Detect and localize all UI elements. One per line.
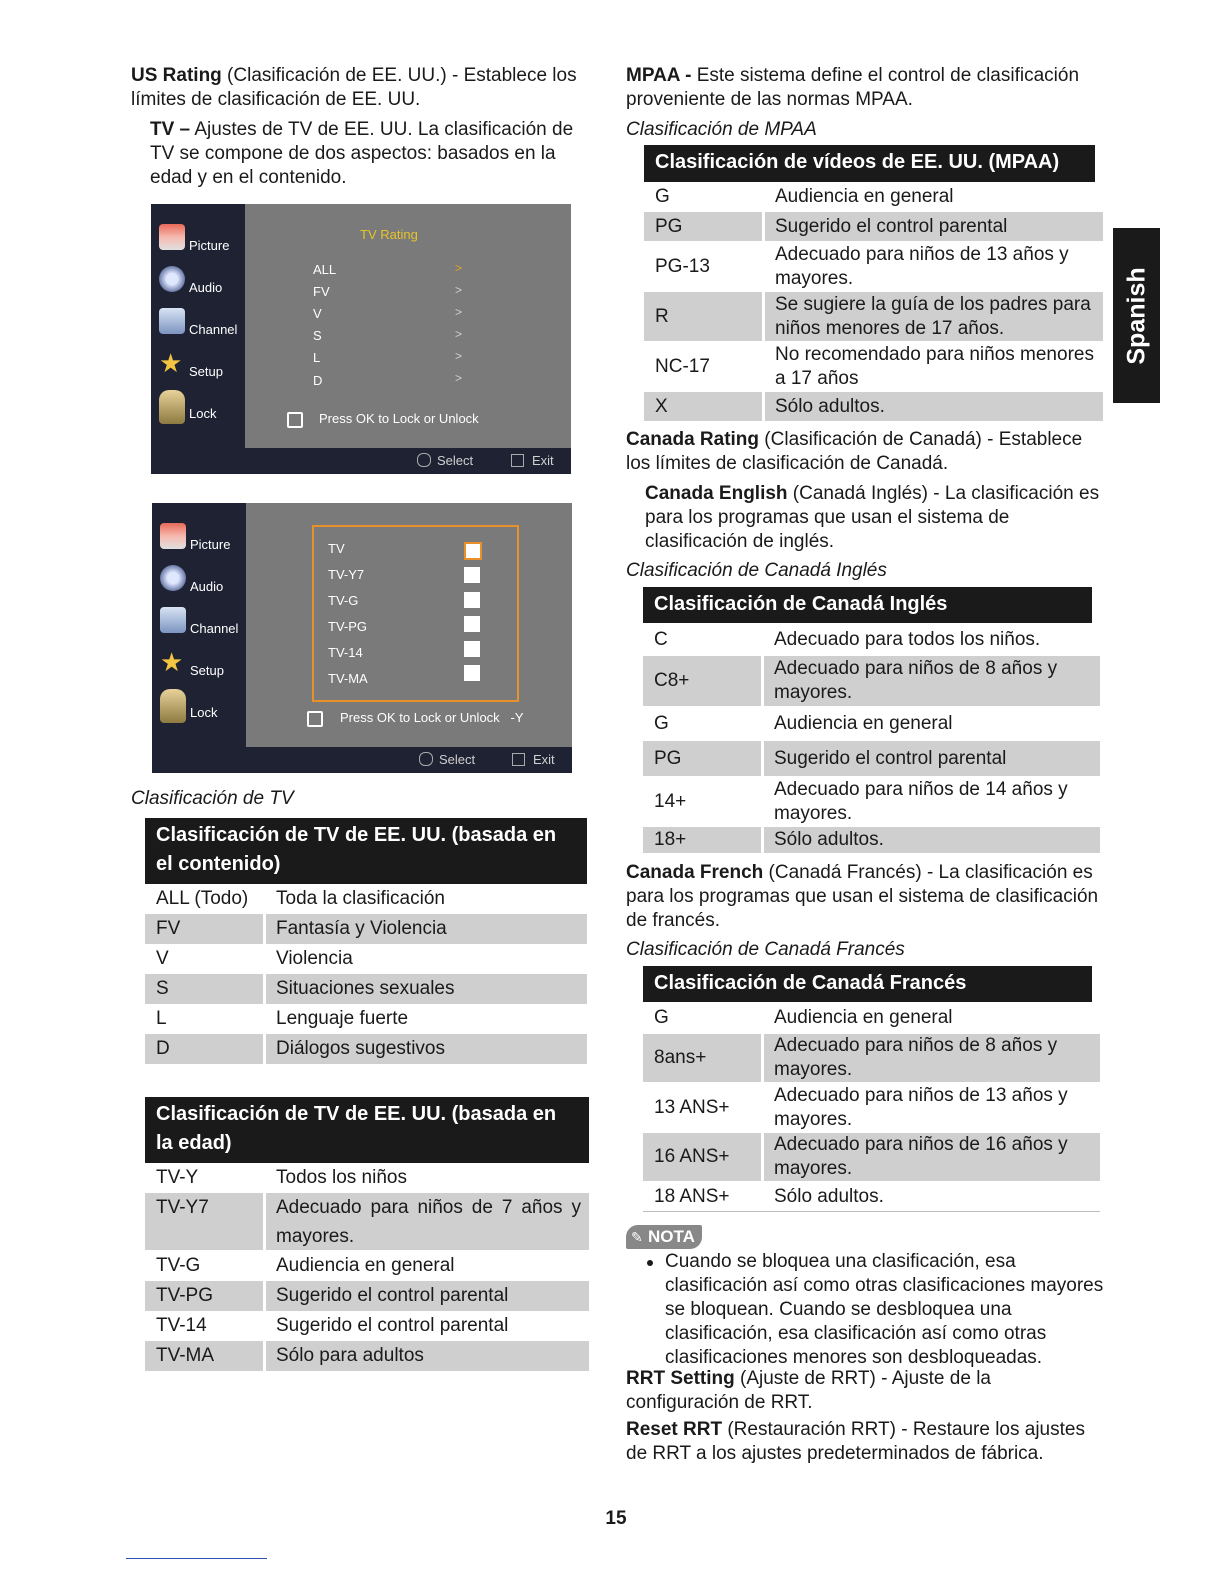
select-hint: Select [417, 453, 473, 468]
table-row: TV-MA Sólo para adultos [145, 1341, 589, 1371]
table-row: D Diálogos sugestivos [145, 1034, 587, 1064]
mpaa-caption: Clasificación de MPAA [626, 119, 817, 140]
sidebar-label: Channel [189, 322, 238, 337]
star-icon: ★ [159, 348, 183, 378]
table-row: PG Sugerido el control parental [643, 741, 1100, 776]
speaker-icon [159, 266, 185, 292]
checkbox [464, 567, 480, 583]
canada-english-paragraph: Canada English (Canadá Inglés) - La clasificación es para los programas que usan el sistema de clasificación de inglés. [645, 483, 1100, 552]
arrow-right-icon: > [455, 349, 463, 363]
tv-paragraph: TV – Ajustes de TV de EE. UU. La clasificación de TV se compone de dos aspectos: basados en la edad y en el contenido. [150, 119, 574, 188]
sidebar-label: Lock [190, 705, 218, 720]
arrow-right-icon: > [455, 327, 463, 341]
table-row: G Audiencia en general [654, 1007, 953, 1028]
sidebar-item-picture [159, 224, 249, 264]
table-row: C8+ Adecuado para niños de 8 años y mayores. [643, 656, 1100, 706]
menu-item: TV-MA [328, 671, 368, 686]
tv-rating-caption: Clasificación de TV [131, 788, 294, 809]
sidebar-item-channel [159, 308, 249, 348]
lock-message: Press OK to Lock or Unlock [319, 411, 479, 426]
menu-item: TV-Y7 [328, 567, 365, 582]
sidebar-item-audio [160, 565, 250, 605]
table-row: NC-17 No recomendado para niños menores a 17 años [655, 343, 1094, 389]
exit-icon [512, 753, 525, 766]
language-side-tab: Spanish [1113, 228, 1160, 403]
arrow-right-icon: > [455, 283, 463, 297]
sidebar-item-audio [159, 266, 249, 306]
checkbox [464, 641, 480, 657]
arrow-right-icon: > [455, 305, 463, 319]
sidebar-label: Lock [189, 406, 217, 421]
canada-french-paragraph: Canada French (Canadá Francés) - La clasificación es para los programas que usan el sistema de clasificación de francés. [626, 862, 1099, 931]
star-icon: ★ [160, 647, 184, 677]
mpaa-paragraph: MPAA - Este sistema define el control de clasificación proveniente de las normas MPAA. [626, 65, 1080, 110]
sidebar-item-lock [160, 691, 250, 731]
sidebar-label: Picture [189, 238, 230, 253]
us-rating-paragraph: US Rating (Clasificación de EE. UU.) - Establece los límites de clasificación de EE. UU. [131, 65, 577, 110]
checkbox [464, 592, 480, 608]
lock-icon [307, 711, 323, 727]
table-row: TV-Y7 Adecuado para niños de 7 años y mayores. [145, 1193, 589, 1250]
sidebar-item-lock [159, 392, 249, 432]
table-row: G Audiencia en general [654, 712, 953, 734]
picture-icon [160, 523, 186, 549]
table-row: FV Fantasía y Violencia [145, 914, 587, 944]
sidebar-item-channel [160, 607, 250, 647]
dpad-icon [419, 752, 433, 766]
canada-english-caption: Clasificación de Canadá Inglés [626, 560, 887, 581]
table-row: 18+ Sólo adultos. [643, 827, 1100, 853]
menu-bottom-bar [152, 747, 572, 773]
table-english-header: Clasificación de Canadá Inglés [643, 587, 1100, 623]
table-row: 18 ANS+ Sólo adultos. [643, 1182, 1100, 1212]
reset-rrt-paragraph: Reset RRT (Restauración RRT) - Restaure los ajustes de RRT a los ajustes predeterminados de fábrica. [626, 1419, 1085, 1464]
table-row: PG Sugerido el control parental [644, 212, 1103, 241]
table-row: ALL (Todo) Toda la clasificación [156, 888, 445, 909]
menu-item: D [313, 373, 323, 388]
table-row: 13 ANS+ Adecuado para niños de 13 años y mayores. [654, 1084, 1068, 1130]
picture-icon [159, 224, 185, 250]
menu-item: V [313, 306, 322, 321]
table-mpaa-header: Clasificación de vídeos de EE. UU. (MPAA) [644, 145, 1103, 182]
table-row: TV-14 Sugerido el control parental [156, 1315, 509, 1336]
table-row: S Situaciones sexuales [145, 974, 587, 1004]
lock-icon [287, 412, 303, 428]
menu-item: S [313, 328, 322, 343]
lock-message: Press OK to Lock or Unlock -Y [340, 710, 524, 725]
menu-item: TV-G [328, 593, 359, 608]
checkbox [464, 616, 480, 632]
sidebar-label: Picture [190, 537, 231, 552]
select-hint: Select [419, 752, 475, 767]
exit-hint: Exit [512, 752, 555, 767]
sidebar-label: Audio [189, 280, 223, 295]
table-french-header: Clasificación de Canadá Francés [643, 966, 1100, 1002]
sidebar-label: Channel [190, 621, 239, 636]
table-row: 16 ANS+ Adecuado para niños de 16 años y mayores. [643, 1133, 1100, 1181]
table-content-header: Clasificación de TV de EE. UU. (basada en el contenido) [145, 818, 587, 884]
menu-title: TV Rating [360, 227, 418, 242]
arrow-right-icon: > [455, 261, 463, 275]
page-number: 15 [605, 1508, 627, 1529]
bullet-icon [647, 1260, 653, 1266]
table-row: 14+ Adecuado para niños de 14 años y mayores. [654, 778, 1068, 824]
table-row: PG-13 Adecuado para niños de 13 años y mayores. [655, 243, 1069, 289]
table-row: L Lenguaje fuerte [156, 1008, 409, 1029]
tv-rating-menu-screenshot [151, 204, 571, 474]
arrow-right-icon: > [455, 371, 463, 385]
table-row: 8ans+ Adecuado para niños de 8 años y mayores. [643, 1034, 1100, 1082]
sidebar-label: Audio [190, 579, 224, 594]
menu-item: L [313, 350, 321, 365]
table-row: V Violencia [156, 948, 353, 969]
sidebar-item-setup [160, 649, 250, 689]
note-text: Cuando se bloquea una clasificación, esa clasificación así como otras clasificaciones mayores se bloquean. Cuando se desbloquea una clasificación, esa clasificación así como otras clasificaciones menores son desbloqueadas. [665, 1251, 1104, 1368]
canada-french-caption: Clasificación de Canadá Francés [626, 939, 905, 960]
menu-item: TV-PG [328, 619, 368, 634]
exit-icon [511, 454, 524, 467]
menu-item: TV [328, 541, 345, 556]
table-row: C Adecuado para todos los niños. [654, 628, 1041, 650]
sidebar-item-picture [160, 523, 250, 563]
menu-item: TV-14 [328, 645, 363, 660]
sidebar-item-setup [159, 350, 249, 390]
tv-rating-age-screenshot [152, 503, 572, 773]
sidebar-label: Setup [190, 663, 224, 678]
menu-bottom-bar [151, 448, 571, 474]
rrt-setting-paragraph: RRT Setting (Ajuste de RRT) - Ajuste de la configuración de RRT. [626, 1368, 991, 1413]
checkbox [464, 665, 480, 681]
satellite-icon [159, 308, 185, 334]
sidebar-label: Setup [189, 364, 223, 379]
exit-hint: Exit [511, 453, 554, 468]
table-row: TV-G Audiencia en general [156, 1255, 455, 1276]
padlock-icon [159, 390, 185, 424]
satellite-icon [160, 607, 186, 633]
table-age-header: Clasificación de TV de EE. UU. (basada en la edad) [145, 1097, 589, 1163]
table-row: TV-PG Sugerido el control parental [145, 1281, 589, 1311]
note-badge: ✎ NOTA [626, 1225, 702, 1249]
canada-rating-paragraph: Canada Rating (Clasificación de Canadá) - Establece los límites de clasificación de Canadá. [626, 429, 1083, 474]
checkbox [464, 542, 482, 560]
menu-item: FV [313, 284, 330, 299]
table-row: X Sólo adultos. [644, 392, 1103, 421]
dpad-icon [417, 453, 431, 467]
padlock-icon [160, 689, 186, 723]
menu-item: ALL [313, 262, 337, 277]
table-row: G Audiencia en general [655, 186, 954, 207]
speaker-icon [160, 565, 186, 591]
table-row: R Se sugiere la guía de los padres para niños menores de 17 años. [644, 292, 1103, 341]
footer-rule [126, 1558, 267, 1559]
pencil-icon: ✎ [631, 1229, 643, 1245]
table-row: TV-Y Todos los niños [156, 1167, 407, 1188]
